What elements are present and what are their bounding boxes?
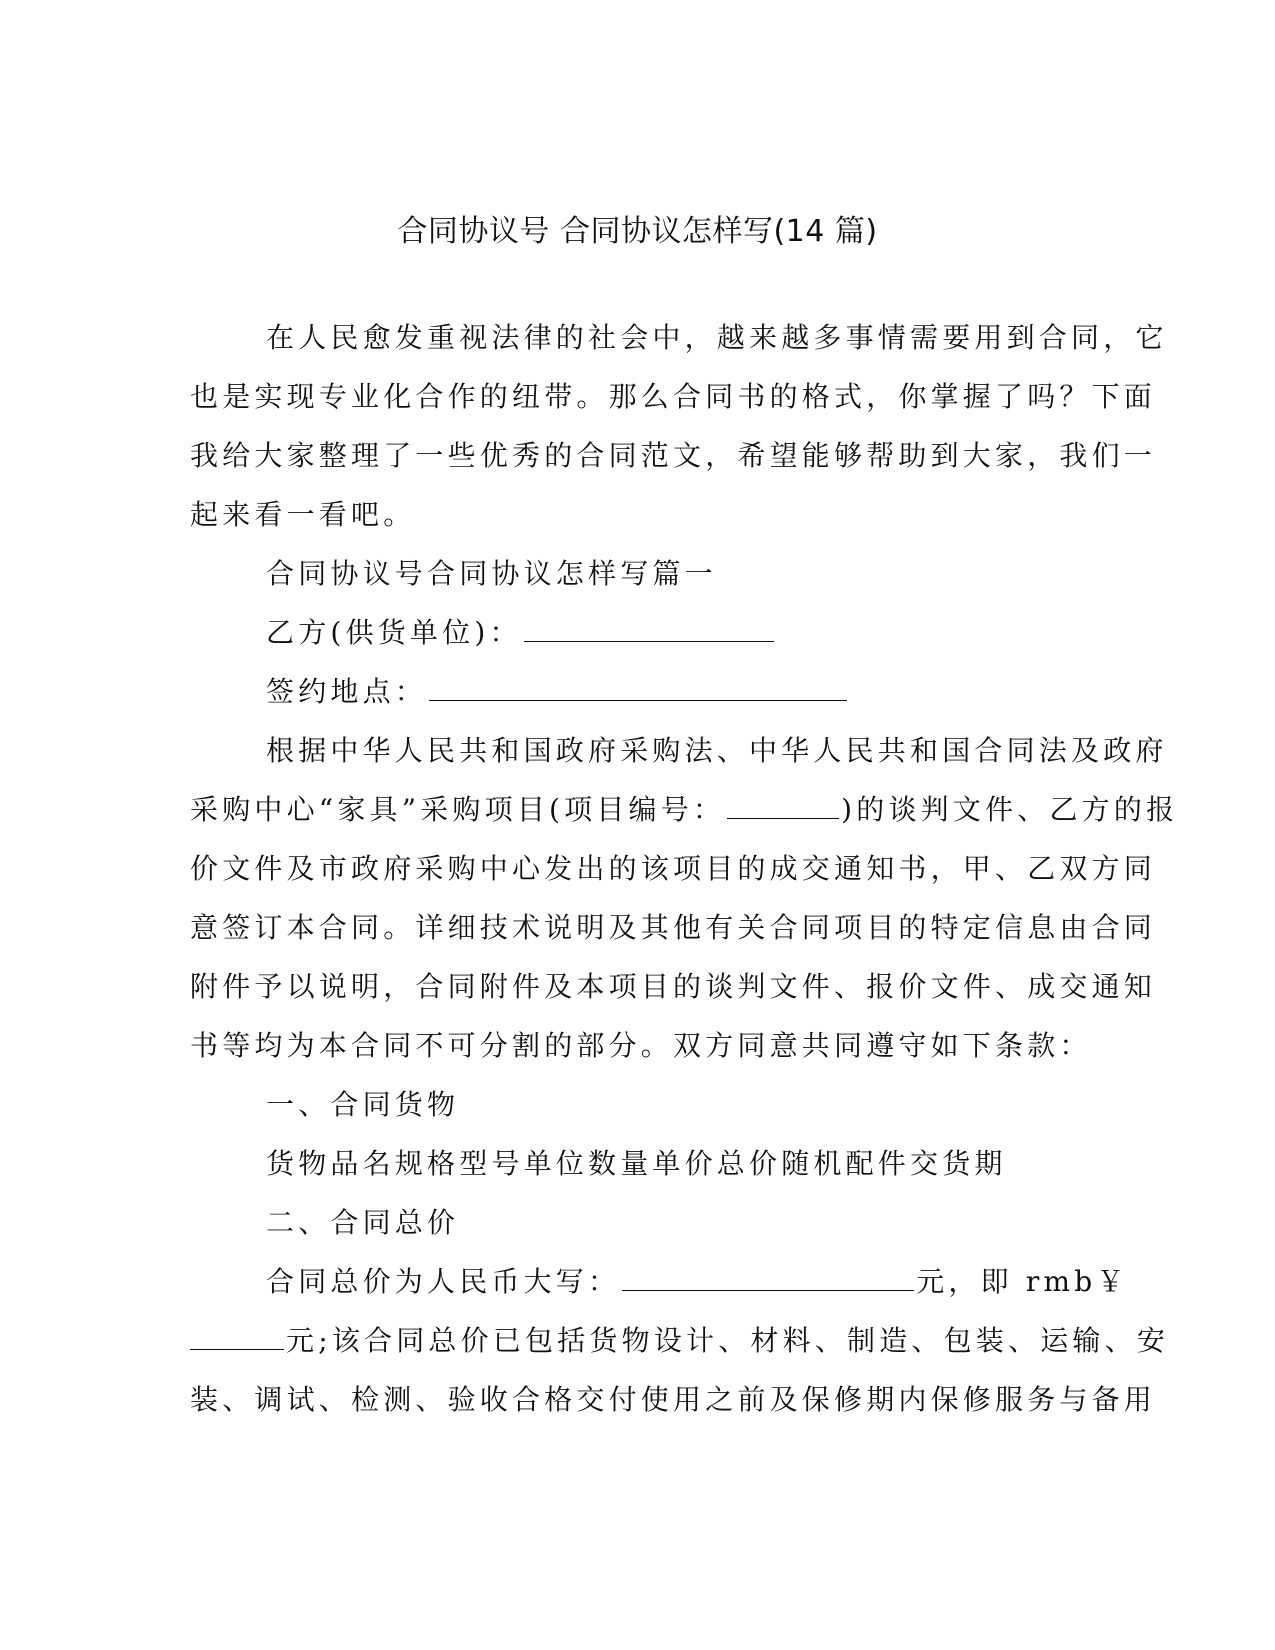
basis-line-4: 意签订本合同。详细技术说明及其他有关合同项目的特定信息由合同 — [190, 911, 1157, 944]
intro-line-4: 起来看一看吧。 — [190, 498, 416, 531]
clause-1-heading: 一、合同货物 — [266, 1088, 460, 1121]
project-number-blank — [727, 792, 839, 819]
party-b-line — [266, 613, 776, 653]
sign-place-blank — [429, 674, 847, 701]
price-line-1 — [266, 1262, 1129, 1302]
basis-line-2 — [190, 790, 1178, 830]
sign-place-label: 签约地点： — [266, 675, 428, 708]
sign-place-line — [266, 672, 849, 712]
basis-line-5: 附件予以说明，合同附件及本项目的谈判文件、报价文件、成交通知 — [190, 970, 1157, 1003]
intro-line-2: 也是实现专业化合作的纽带。那么合同书的格式，你掌握了吗？下面 — [190, 380, 1157, 413]
basis-line-3: 价文件及市政府采购中心发出的该项目的成交通知书，甲、乙双方同 — [190, 852, 1157, 885]
party-b-blank — [524, 615, 774, 642]
basis-line-2-pre: 采购中心“家具”采购项目(项目编号： — [190, 793, 726, 826]
price-line-1-post: 元，即 rmb￥ — [916, 1265, 1129, 1298]
price-line-1-pre: 合同总价为人民币大写： — [266, 1265, 621, 1298]
intro-line-3: 我给大家整理了一些优秀的合同范文，希望能够帮助到大家，我们一 — [190, 439, 1157, 472]
goods-columns: 货物品名规格型号单位数量单价总价随机配件交货期 — [266, 1147, 1007, 1180]
intro-line-1: 在人民愈发重视法律的社会中，越来越多事情需要用到合同，它 — [266, 321, 1168, 354]
price-rmb-blank — [190, 1323, 284, 1350]
clause-2-heading: 二、合同总价 — [266, 1206, 460, 1239]
price-line-3: 装、调试、检测、验收合格交付使用之前及保修期内保修服务与备用 — [190, 1383, 1157, 1416]
price-line-2 — [190, 1321, 1169, 1361]
page-title: 合同协议号 合同协议怎样写(14 篇) — [397, 214, 878, 249]
basis-line-6: 书等均为本合同不可分割的部分。双方同意共同遵守如下条款： — [190, 1029, 1092, 1062]
price-chinese-blank — [622, 1264, 914, 1291]
section-heading: 合同协议号合同协议怎样写篇一 — [266, 557, 717, 590]
price-line-2-post: 元;该合同总价已包括货物设计、材料、制造、包装、运输、安 — [286, 1324, 1170, 1357]
basis-line-1: 根据中华人民共和国政府采购法、中华人民共和国合同法及政府 — [266, 734, 1168, 767]
basis-line-2-post: )的谈判文件、乙方的报 — [841, 793, 1179, 826]
party-b-label: 乙方(供货单位)： — [266, 616, 522, 649]
